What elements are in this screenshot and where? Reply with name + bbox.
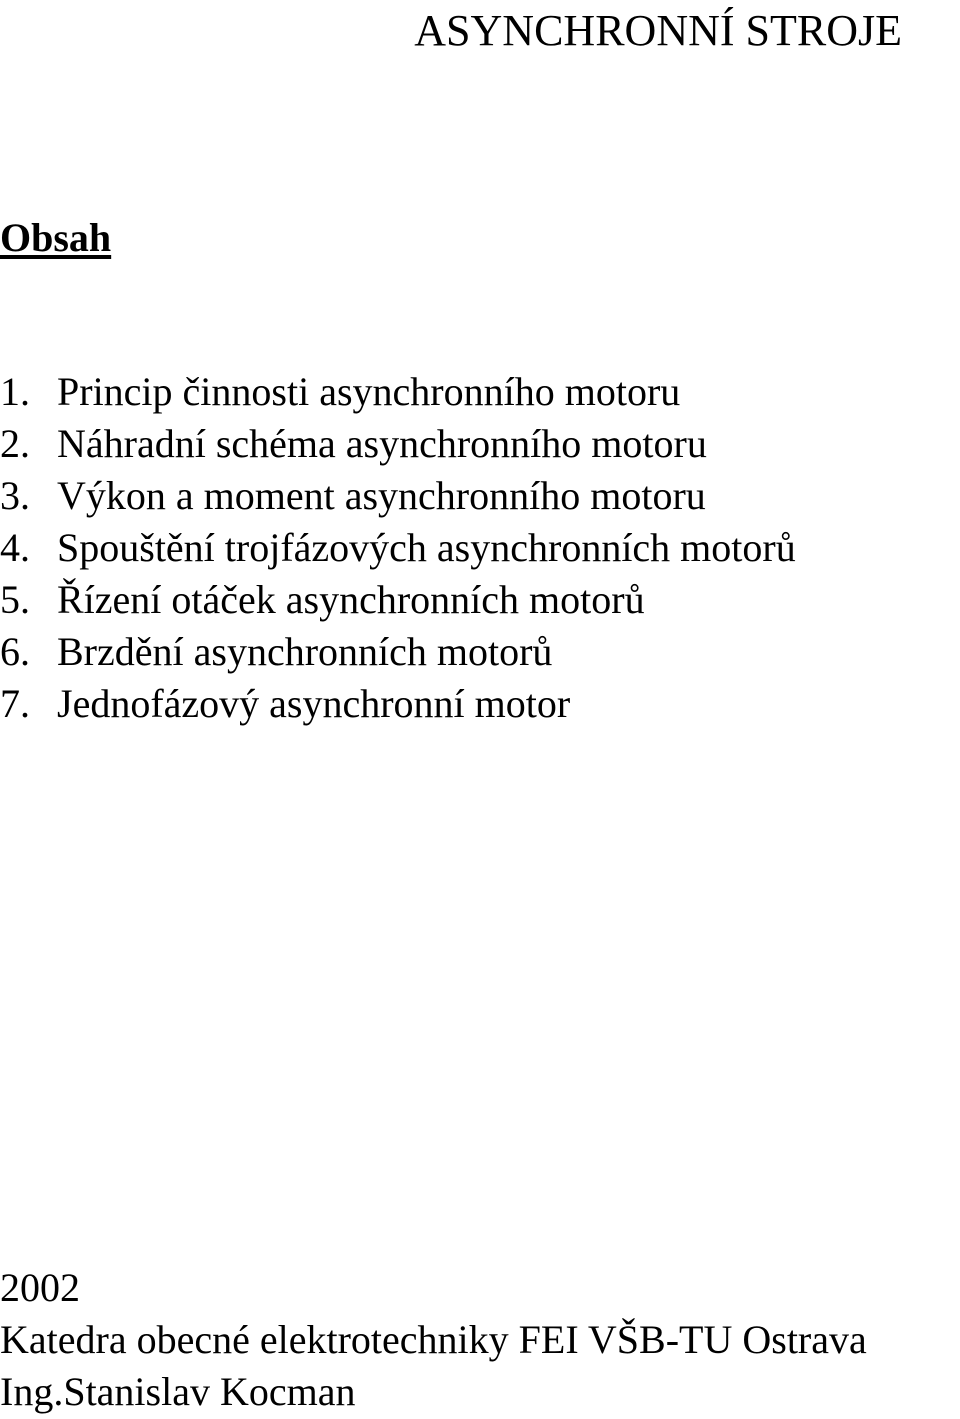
table-of-contents [0, 366, 796, 730]
toc-text: Spouštění trojfázových asynchronních motorů [57, 525, 796, 570]
toc-item-2 [0, 418, 796, 470]
toc-number: 7. [0, 681, 30, 726]
author-name: Ing.Stanislav Kocman [0, 1369, 356, 1414]
toc-text: Brzdění asynchronních motorů [57, 629, 553, 674]
toc-text: Princip činnosti asynchronního motoru [57, 369, 681, 414]
toc-number: 6. [0, 629, 30, 674]
toc-item-4 [0, 522, 796, 574]
toc-text: Řízení otáček asynchronních motorů [57, 577, 645, 622]
toc-item-7 [0, 678, 796, 730]
toc-number: 4. [0, 525, 30, 570]
toc-item-6 [0, 626, 796, 678]
document-title: ASYNCHRONNÍ STROJE [414, 6, 902, 55]
toc-item-1 [0, 366, 796, 418]
document-footer [0, 1262, 867, 1418]
toc-text: Výkon a moment asynchronního motoru [57, 473, 706, 518]
department-name: Katedra obecné elektrotechniky FEI VŠB-TU Ostrava [0, 1317, 867, 1362]
toc-number: 5. [0, 577, 30, 622]
publication-year: 2002 [0, 1265, 80, 1310]
toc-number: 2. [0, 421, 30, 466]
toc-item-5 [0, 574, 796, 626]
toc-number: 3. [0, 473, 30, 518]
toc-number: 1. [0, 369, 30, 414]
contents-heading: Obsah [0, 215, 112, 260]
toc-text: Jednofázový asynchronní motor [57, 681, 571, 726]
toc-item-3 [0, 470, 796, 522]
toc-text: Náhradní schéma asynchronního motoru [57, 421, 707, 466]
